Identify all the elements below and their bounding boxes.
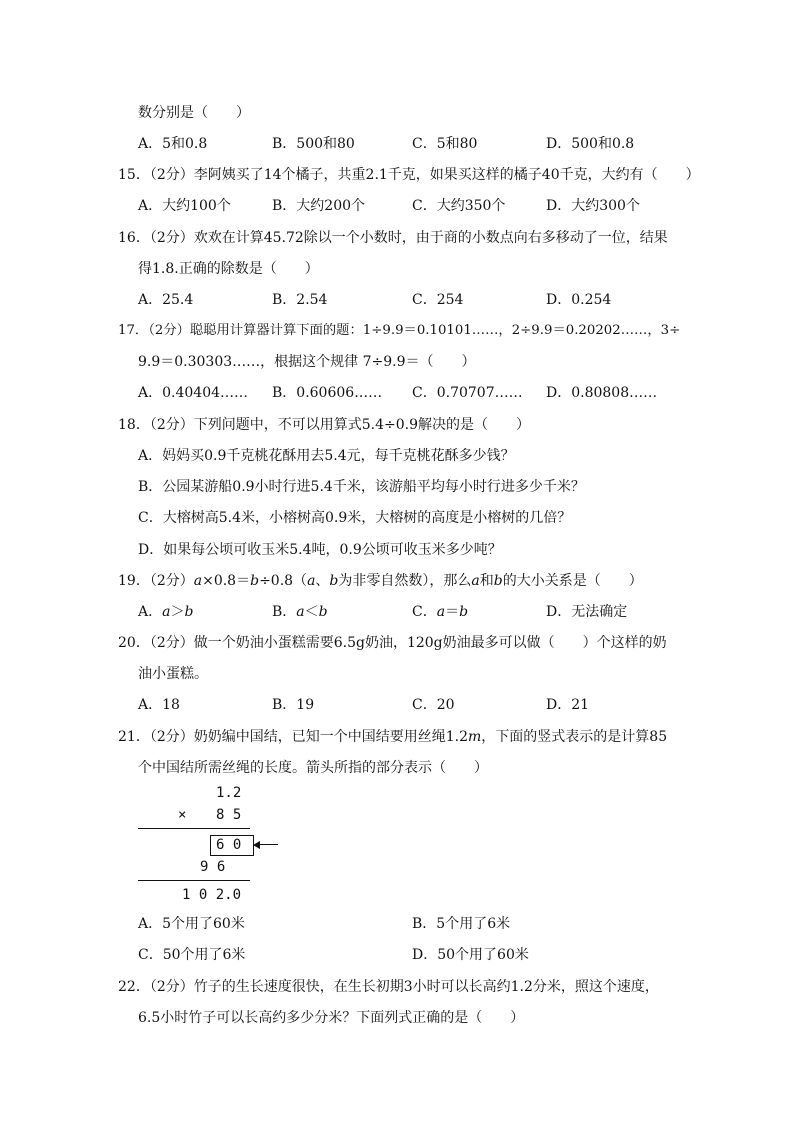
q20-stem: 20．（2分）做一个奶油小蛋糕需要6.5g奶油，120g奶油最多可以做（ ）个这样的奶 xyxy=(118,635,667,651)
calc-rule-top xyxy=(138,828,250,829)
q15-option-a[interactable]: A．大约100个 xyxy=(138,198,231,214)
q19-option-c[interactable]: C．a＝b xyxy=(412,604,469,620)
q16-option-b[interactable]: B．2.54 xyxy=(272,292,328,308)
q16-stem-continuation: 得1.8.正确的除数是（ ） xyxy=(138,261,319,277)
q18-option-b[interactable]: B．公园某游船0.9小时行进5.4千米，该游船平均每小时行进多少千米？ xyxy=(138,479,585,495)
q19-option-b[interactable]: B．a＜b xyxy=(272,604,328,620)
q17-option-a[interactable]: A．0.40404…… xyxy=(138,385,249,401)
arrow-left-icon xyxy=(253,841,260,849)
q15-option-c[interactable]: C．大约350个 xyxy=(412,198,506,214)
calc-row-product: 1 0 2.0 xyxy=(182,887,242,903)
q20-option-c[interactable]: C．20 xyxy=(412,697,455,713)
q21-option-c[interactable]: C．50个用了6米 xyxy=(138,947,246,963)
times-sign: × xyxy=(178,807,187,823)
q20-option-b[interactable]: B．19 xyxy=(272,697,315,713)
q15-option-b[interactable]: B．大约200个 xyxy=(272,198,366,214)
calc-row-partial-2: 9 6 xyxy=(200,859,226,875)
q20-option-a[interactable]: A．18 xyxy=(138,697,180,713)
q15-stem: 15．（2分）李阿姨买了14个橘子，共重2.1千克，如果买这样的橘子40千克，大约有（ ） xyxy=(118,167,700,183)
q14-option-c[interactable]: C．5和80 xyxy=(412,136,478,152)
q18-option-c[interactable]: C．大榕树高5.4米，小榕树高0.9米，大榕树的高度是小榕树的几倍？ xyxy=(138,510,572,526)
q19-option-a[interactable]: A．a＞b xyxy=(138,604,194,620)
q20-option-d[interactable]: D．21 xyxy=(546,697,590,713)
var-b: b xyxy=(250,573,260,589)
q22-stem-continuation: 6.5小时竹子可以长高约多少分米？下面列式正确的是（ ） xyxy=(138,1010,525,1026)
q17-stem-continuation: 9.9＝0.30303……，根据这个规律 7÷9.9＝（ ） xyxy=(138,354,476,370)
q19-number: 19．（2分） xyxy=(118,573,194,589)
var-a: a xyxy=(193,573,203,589)
q16-option-c[interactable]: C．254 xyxy=(412,292,464,308)
q14-option-a[interactable]: A．5和0.8 xyxy=(138,136,208,152)
q18-stem: 18．（2分）下列问题中，不可以用算式5.4÷0.9解决的是（ ） xyxy=(118,417,530,433)
q17-option-b[interactable]: B．0.60606…… xyxy=(272,385,383,401)
q14-option-b[interactable]: B．500和80 xyxy=(272,136,355,152)
q16-stem: 16．（2分）欢欢在计算45.72除以一个小数时，由于商的小数点向右多移动了一位，结果 xyxy=(118,230,668,246)
calc-row-multiplier: 8 5 xyxy=(216,807,242,823)
unit-m: m xyxy=(468,729,482,745)
vertical-multiplication xyxy=(138,784,278,904)
q17-option-c[interactable]: C．0.70707…… xyxy=(412,385,523,401)
q14-option-d[interactable]: D．500和0.8 xyxy=(546,136,635,152)
q21-stem-continuation: 个中国结所需丝绳的长度。箭头所指的部分表示（ ） xyxy=(138,760,488,776)
q21-option-b[interactable]: B．5个用了6米 xyxy=(412,916,511,932)
q22-stem: 22．（2分）竹子的生长速度很快，在生长初期3小时可以长高约1.2分米，照这个速度， xyxy=(118,979,659,995)
q21-option-d[interactable]: D．50个用了60米 xyxy=(412,947,529,963)
calc-row-partial-1: 6 0 xyxy=(216,837,242,853)
q18-option-d[interactable]: D．如果每公顷可收玉米5.4吨，0.9公顷可收玉米多少吨？ xyxy=(138,542,502,558)
q17-stem: 17．（2分）聪聪用计算器计算下面的题：1÷9.9＝0.10101……，2÷9.9＝0.20202……，3÷ xyxy=(118,323,681,338)
q20-stem-continuation: 油小蛋糕。 xyxy=(138,666,208,682)
q21-option-a[interactable]: A．5个用了60米 xyxy=(138,916,245,932)
q18-option-a[interactable]: A．妈妈买0.9千克桃花酥用去5.4元，每千克桃花酥多少钱？ xyxy=(138,448,515,464)
q19-option-d[interactable]: D．无法确定 xyxy=(546,604,628,620)
q14-stem-continuation: 数分别是（ ） xyxy=(138,105,250,121)
q17-option-d[interactable]: D．0.80808…… xyxy=(546,385,658,401)
calc-rule-bottom xyxy=(138,880,250,881)
q15-option-d[interactable]: D．大约300个 xyxy=(546,198,640,214)
q19-stem: 19．（2分）a×0.8＝b÷0.8（a、b为非零自然数），那么a和b的大小关系是（ ） xyxy=(118,573,643,589)
q16-option-d[interactable]: D．0.254 xyxy=(546,292,612,308)
q16-option-a[interactable]: A．25.4 xyxy=(138,292,194,308)
q21-stem: 21．（2分）奶奶编中国结，已知一个中国结要用丝绳1.2m，下面的竖式表示的是计算85 xyxy=(118,729,668,745)
calc-row-multiplicand: 1.2 xyxy=(216,785,242,801)
